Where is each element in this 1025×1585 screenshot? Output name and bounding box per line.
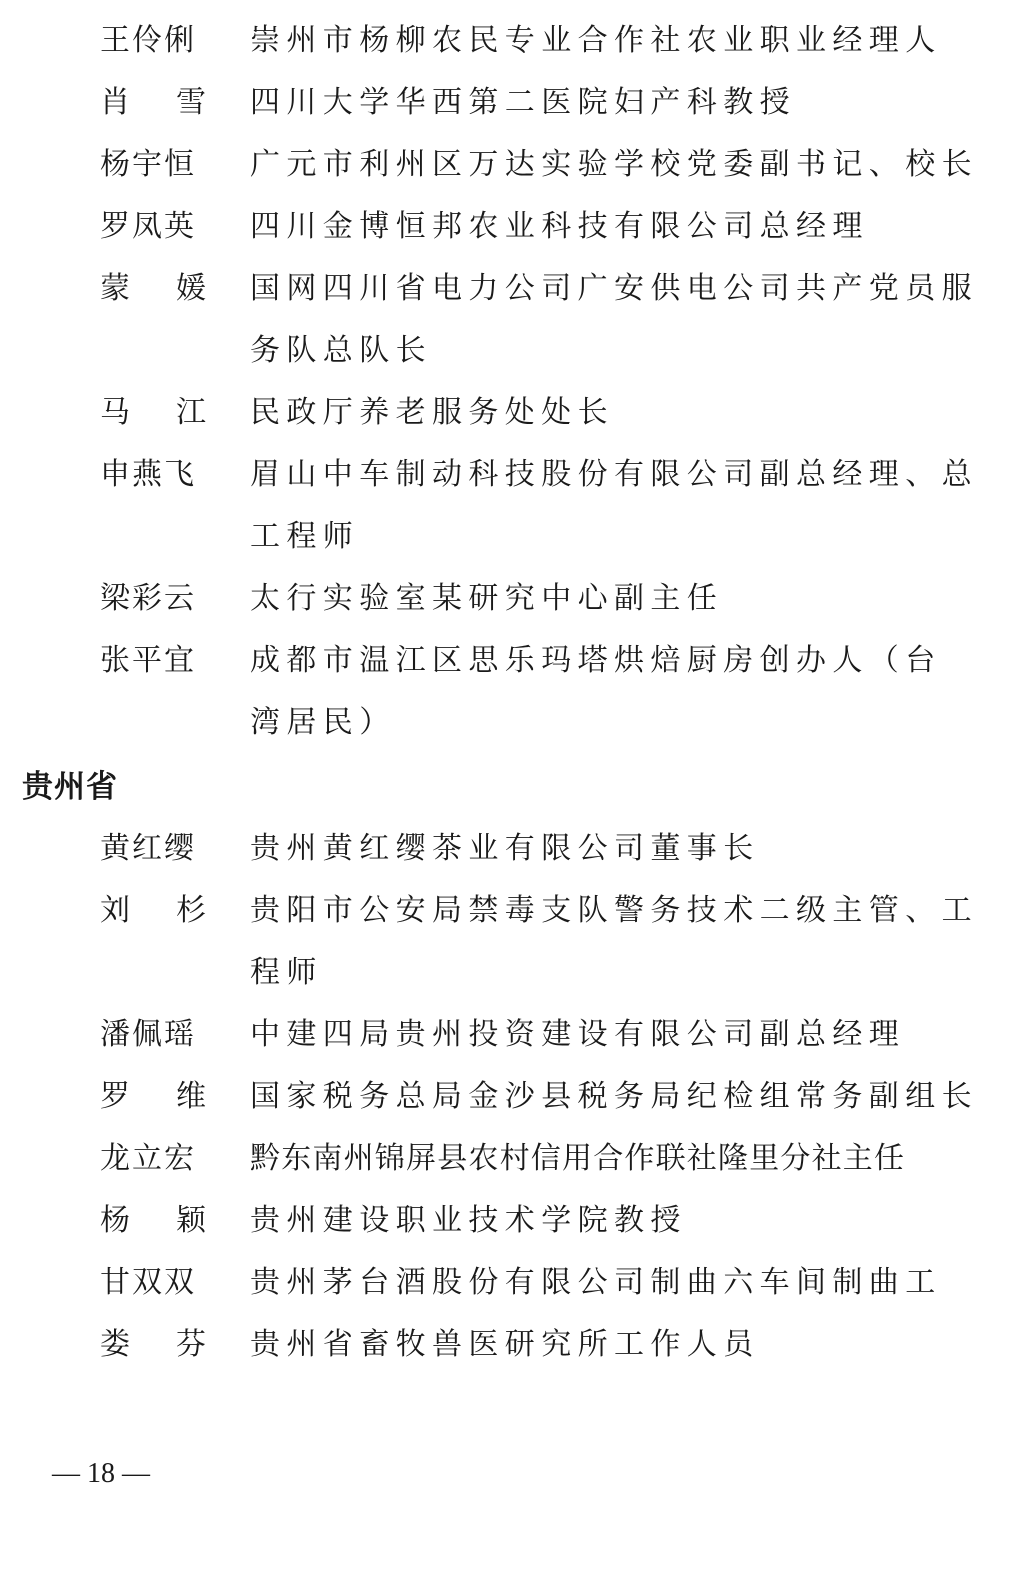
- person-description: [250, 72, 992, 134]
- description-line: 国家税务总局金沙县税务局纪检组常务副组长: [250, 1079, 978, 1114]
- person-name: 潘佩瑶: [100, 1017, 196, 1052]
- person-description: [250, 1128, 992, 1190]
- person-name: 张平宜: [100, 643, 196, 678]
- person-description: [250, 1066, 992, 1128]
- description-line: 四川大学华西第二医院妇产科教授: [250, 85, 796, 120]
- person-description: [250, 258, 992, 382]
- description-line: 太行实验室某研究中心副主任: [250, 581, 724, 616]
- person-name: [100, 72, 208, 134]
- description-line: 贵州茅台酒股份有限公司制曲六车间制曲工: [250, 1265, 942, 1300]
- person-name: 罗凤英: [100, 209, 196, 244]
- name-character: 杨: [100, 1203, 132, 1238]
- name-character: 维: [176, 1079, 208, 1114]
- person-description: [250, 1314, 992, 1376]
- person-name: [100, 382, 208, 444]
- person-description: [250, 568, 992, 630]
- description-line: 务队总队长: [250, 333, 432, 368]
- description-line: 贵州省畜牧兽医研究所工作人员: [250, 1327, 760, 1362]
- person-description: [250, 134, 992, 196]
- description-line: 国网四川省电力公司广安供电公司共产党员服: [250, 271, 978, 306]
- person-description: [250, 1004, 992, 1066]
- person-name: [100, 1314, 208, 1376]
- person-description: [250, 196, 992, 258]
- person-name: [100, 1066, 208, 1128]
- name-character: 蒙: [100, 271, 132, 306]
- name-character: 杉: [176, 893, 208, 928]
- person-name: 龙立宏: [100, 1141, 196, 1176]
- description-line: 贵州黄红缨茶业有限公司董事长: [250, 831, 760, 866]
- name-character: 娄: [100, 1327, 132, 1362]
- person-description: [250, 444, 992, 568]
- person-name: [100, 258, 208, 320]
- person-description: [250, 1252, 992, 1314]
- person-description: [250, 818, 992, 880]
- description-line: 广元市利州区万达实验学校党委副书记、校长: [250, 147, 978, 182]
- name-character: 雪: [176, 85, 208, 120]
- name-character: 芬: [176, 1327, 208, 1362]
- person-description: [250, 880, 992, 1004]
- person-description: [250, 1190, 992, 1252]
- name-character: 颖: [176, 1203, 208, 1238]
- description-line: 四川金博恒邦农业科技有限公司总经理: [250, 209, 869, 244]
- description-line: 眉山中车制动科技股份有限公司副总经理、总: [250, 457, 978, 492]
- person-name: 甘双双: [100, 1265, 196, 1300]
- description-line: 黔东南州锦屏县农村信用合作联社隆里分社主任: [250, 1141, 906, 1176]
- description-line: 崇州市杨柳农民专业合作社农业职业经理人: [250, 23, 942, 58]
- person-description: [250, 382, 992, 444]
- name-character: 罗: [100, 1079, 132, 1114]
- person-description: [250, 630, 992, 754]
- person-name: [100, 1190, 208, 1252]
- person-name: 申燕飞: [100, 457, 196, 492]
- page-number: — 18 —: [52, 1458, 150, 1489]
- description-line: 湾居民）: [250, 705, 396, 740]
- person-name: 杨宇恒: [100, 147, 196, 182]
- description-line: 程师: [250, 955, 323, 990]
- name-character: 刘: [100, 893, 132, 928]
- person-name: [100, 880, 208, 942]
- name-character: 媛: [176, 271, 208, 306]
- name-character: 肖: [100, 85, 132, 120]
- section-heading: 贵州省: [22, 769, 118, 805]
- description-line: 成都市温江区思乐玛塔烘焙厨房创办人（台: [250, 643, 942, 678]
- name-character: 马: [100, 395, 132, 430]
- description-line: 中建四局贵州投资建设有限公司副总经理: [250, 1017, 906, 1052]
- person-name: 王伶俐: [100, 23, 196, 58]
- person-name: 黄红缨: [100, 831, 196, 866]
- person-description: [250, 10, 992, 72]
- description-line: 工程师: [250, 519, 360, 554]
- description-line: 民政厅养老服务处处长: [250, 395, 614, 430]
- description-line: 贵阳市公安局禁毒支队警务技术二级主管、工: [250, 893, 978, 928]
- person-name: 梁彩云: [100, 581, 196, 616]
- description-line: 贵州建设职业技术学院教授: [250, 1203, 687, 1238]
- name-character: 江: [176, 395, 208, 430]
